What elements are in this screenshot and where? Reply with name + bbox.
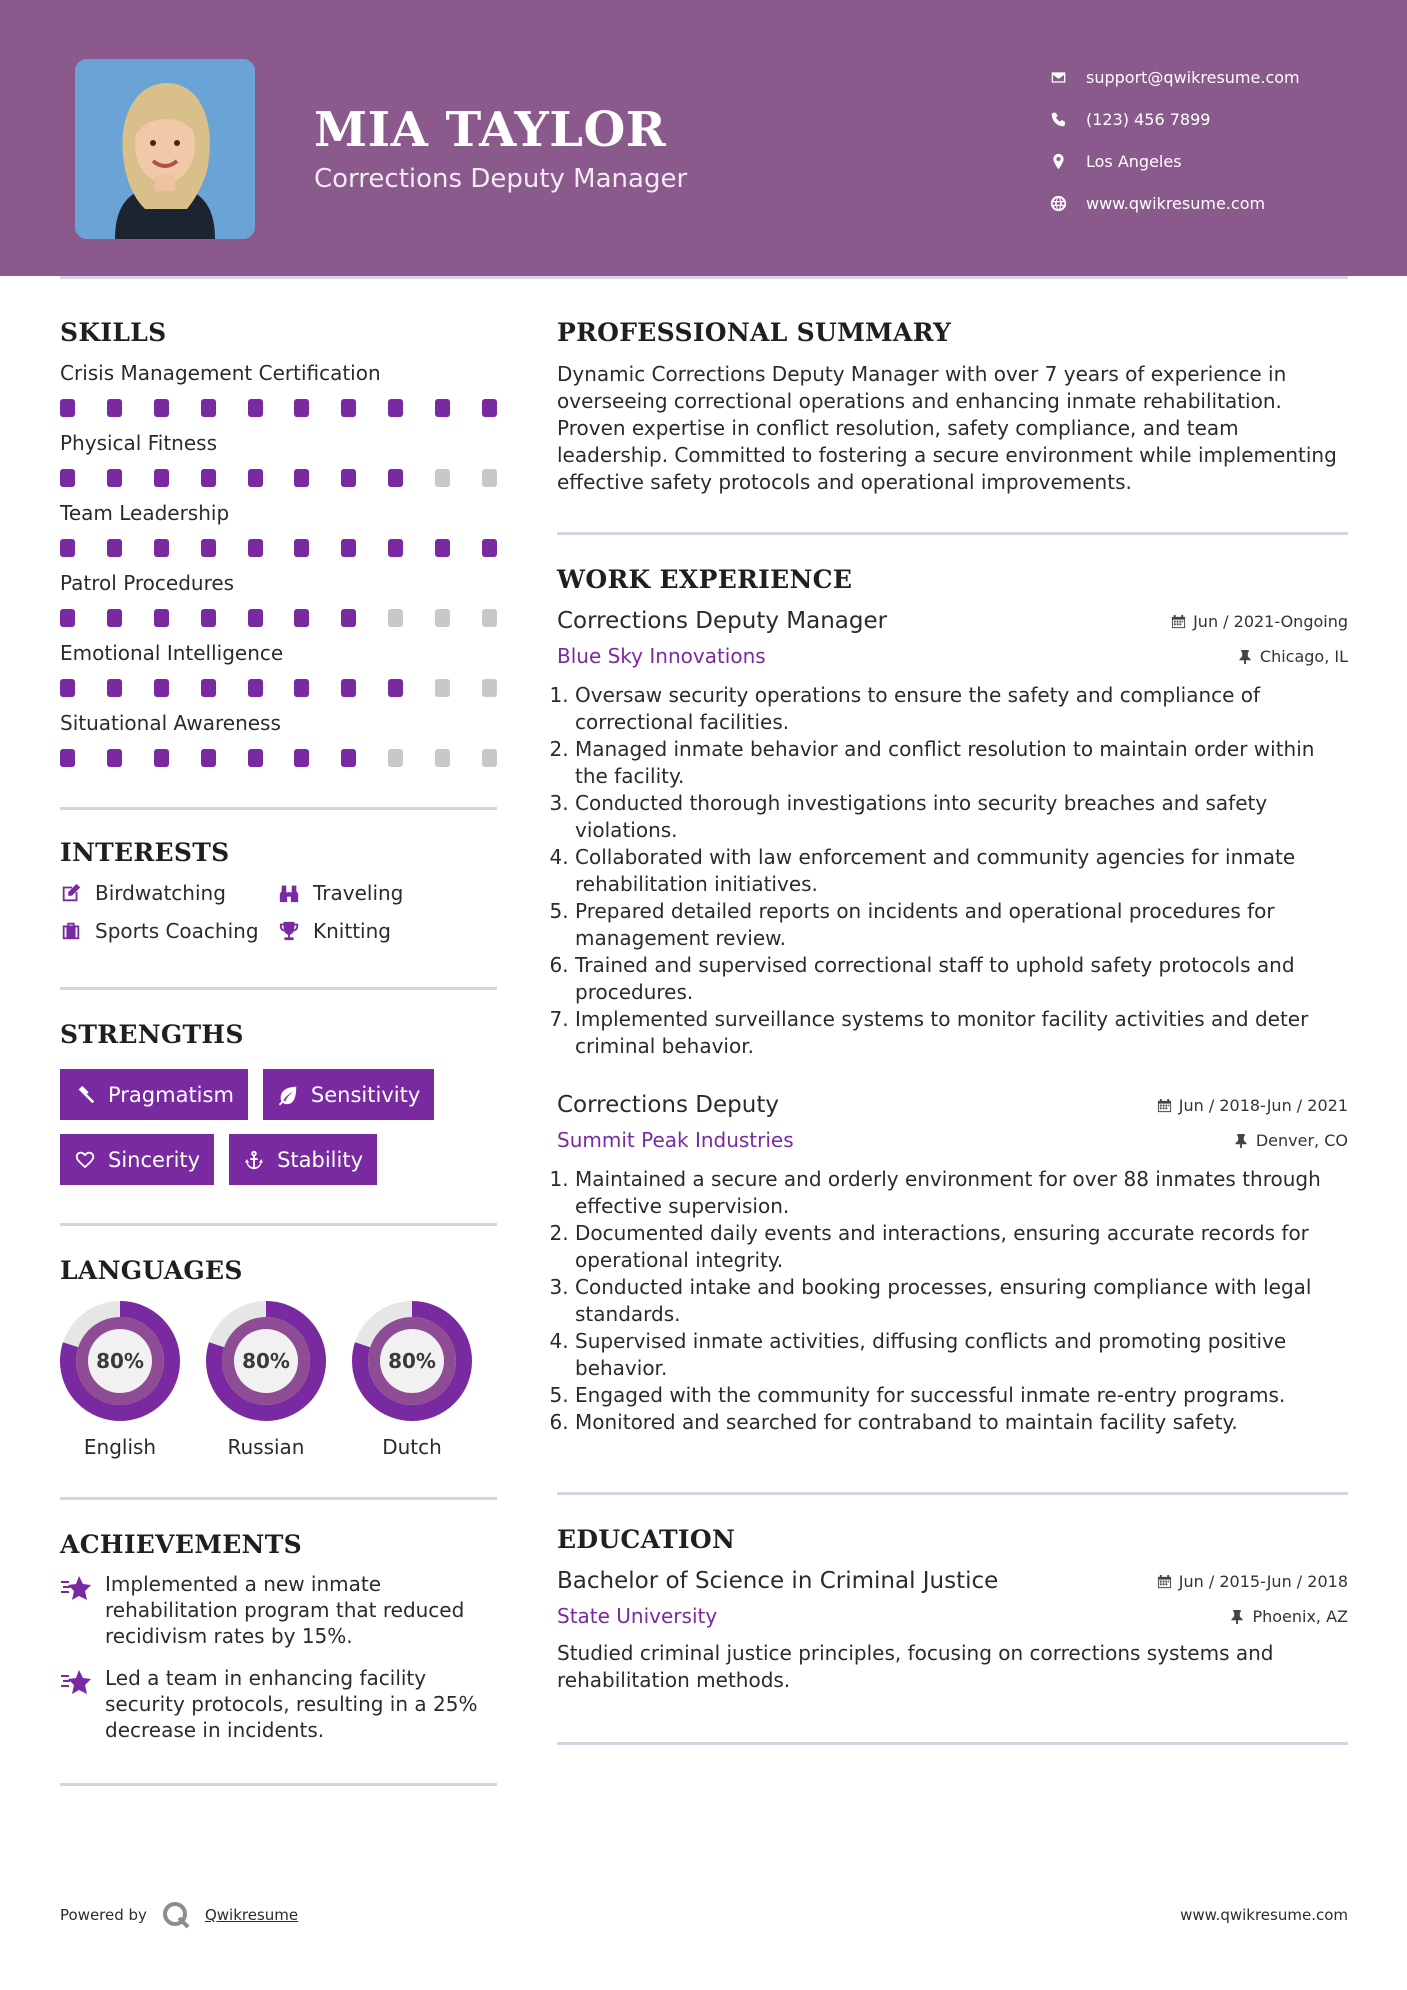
contact-website[interactable] xyxy=(1050,182,1300,224)
job-location xyxy=(1234,1131,1348,1150)
strengths-title: STRENGTHS xyxy=(60,1020,244,1049)
job-bullet: 3. Conducted intake and booking processes, ensuring compliance with legal standards. xyxy=(575,1274,1348,1328)
skill-item xyxy=(60,501,497,557)
skill-dot-empty xyxy=(482,609,497,627)
interests-list xyxy=(60,881,497,943)
language-name: Russian xyxy=(227,1435,305,1459)
languages-section xyxy=(60,1256,497,1459)
skill-item xyxy=(60,431,497,487)
strength-label: Sensitivity xyxy=(310,1082,421,1107)
job-date xyxy=(1157,1096,1348,1115)
skill-dot-filled xyxy=(341,679,356,697)
contact-location-text: Los Angeles xyxy=(1086,151,1182,171)
job-bullet: 4. Supervised inmate activities, diffusing conflicts and promoting positive behavior. xyxy=(575,1328,1348,1382)
skill-item xyxy=(60,571,497,627)
pushpin-icon xyxy=(1238,649,1252,664)
job-bullet-list xyxy=(557,1166,1348,1436)
skill-dot-filled xyxy=(201,469,216,487)
skill-dot-filled xyxy=(435,399,450,417)
section-divider xyxy=(60,987,497,990)
strengths-list xyxy=(60,1069,497,1185)
education-date xyxy=(1157,1572,1348,1591)
company-name: Blue Sky Innovations xyxy=(557,644,766,668)
skill-dot-filled xyxy=(294,609,309,627)
job-date xyxy=(1171,612,1348,631)
skill-dot-filled xyxy=(201,609,216,627)
skill-dot-filled xyxy=(60,539,75,557)
skill-dot-filled xyxy=(107,609,122,627)
company-name: Summit Peak Industries xyxy=(557,1128,794,1152)
skill-dot-empty xyxy=(435,609,450,627)
achievement-text: Implemented a new inmate rehabilitation program that reduced recidivism rates by 15%. xyxy=(105,1572,465,1648)
section-divider xyxy=(60,807,497,810)
achievement-item xyxy=(60,1571,497,1649)
summary-section xyxy=(557,318,1348,496)
skill-dot-filled xyxy=(248,609,263,627)
profile-photo xyxy=(75,59,255,239)
skill-name: Physical Fitness xyxy=(60,431,217,455)
interests-section xyxy=(60,838,497,943)
experience-title: WORK EXPERIENCE xyxy=(557,565,853,594)
job-bullet: 5. Prepared detailed reports on incidents and operational procedures for management review. xyxy=(575,898,1348,952)
languages-title: LANGUAGES xyxy=(60,1256,243,1285)
skill-dot-filled xyxy=(248,469,263,487)
right-column xyxy=(557,318,1348,1745)
interests-title: INTERESTS xyxy=(60,838,230,867)
language-name: English xyxy=(83,1435,157,1459)
skill-dot-empty xyxy=(435,679,450,697)
heart-icon xyxy=(74,1149,96,1171)
skill-dot-filled xyxy=(341,609,356,627)
section-divider xyxy=(557,1492,1348,1495)
trophy-icon xyxy=(278,920,313,942)
strength-badge xyxy=(60,1134,214,1185)
skill-dot-filled xyxy=(107,469,122,487)
education-section xyxy=(557,1525,1348,1694)
contact-website-text: www.qwikresume.com xyxy=(1086,193,1266,213)
skill-dot-empty xyxy=(435,469,450,487)
education-text: Studied criminal justice principles, focusing on corrections systems and rehabilitation methods. xyxy=(557,1641,1274,1692)
skill-dot-filled xyxy=(107,749,122,767)
skill-level-dots xyxy=(60,749,497,767)
skill-level-dots xyxy=(60,469,497,487)
section-divider xyxy=(60,1497,497,1500)
skill-dot-filled xyxy=(341,749,356,767)
language-item xyxy=(206,1301,326,1459)
skill-dot-filled xyxy=(201,679,216,697)
skill-dot-empty xyxy=(388,749,403,767)
job-date-text: Jun / 2021-Ongoing xyxy=(1193,611,1348,631)
contact-email-text: support@qwikresume.com xyxy=(1086,67,1300,87)
job-bullet: 2. Documented daily events and interactions, ensuring accurate records for operational integrity. xyxy=(575,1220,1348,1274)
skill-name: Emotional Intelligence xyxy=(60,641,284,665)
strength-badge xyxy=(229,1134,377,1185)
skill-level-dots xyxy=(60,539,497,557)
job-bullet: 3. Conducted thorough investigations into security breaches and safety violations. xyxy=(575,790,1348,844)
skill-dot-filled xyxy=(294,679,309,697)
summary-text: Dynamic Corrections Deputy Manager with over 7 years of experience in overseeing correctional operations and enhancing inmate rehabilitation. Proven expertise in conflict resolution, safety compliance, and team leadership. Committed to fostering a secure environment while implementing effective safety protocols and operational improvements. xyxy=(557,362,1337,494)
star-icon xyxy=(60,1571,105,1649)
job-bullet: 6. Trained and supervised correctional staff to uphold safety protocols and procedures. xyxy=(575,952,1348,1006)
language-ring xyxy=(60,1301,180,1421)
skill-dot-empty xyxy=(482,749,497,767)
skill-dot-filled xyxy=(60,679,75,697)
education-location xyxy=(1230,1607,1348,1626)
interest-label: Birdwatching xyxy=(95,881,226,905)
skill-name: Team Leadership xyxy=(60,501,230,525)
star-icon xyxy=(60,1665,105,1743)
skill-dot-filled xyxy=(294,749,309,767)
language-percent: 80% xyxy=(242,1349,290,1373)
section-divider xyxy=(60,1783,497,1786)
job-bullet: 2. Managed inmate behavior and conflict resolution to maintain order within the facility. xyxy=(575,736,1348,790)
pushpin-icon xyxy=(1234,1133,1248,1148)
pushpin-icon xyxy=(1230,1609,1244,1624)
skill-item xyxy=(60,361,497,417)
job-title: Corrections Deputy xyxy=(557,1092,779,1118)
skill-name: Crisis Management Certification xyxy=(60,361,381,385)
job-location-text: Denver, CO xyxy=(1255,1130,1348,1150)
section-divider xyxy=(60,1223,497,1226)
envelope-icon xyxy=(1050,69,1086,86)
skill-dot-filled xyxy=(201,749,216,767)
job-bullet: 6. Monitored and searched for contraband to maintain facility safety. xyxy=(575,1409,1348,1436)
strength-badge xyxy=(60,1069,248,1120)
calendar-icon xyxy=(1171,614,1186,629)
skill-dot-filled xyxy=(248,679,263,697)
skill-dot-filled xyxy=(154,679,169,697)
job-bullet-list xyxy=(557,682,1348,1060)
job-entry xyxy=(557,1092,1348,1436)
candidate-name: MIA TAYLOR xyxy=(314,102,667,158)
leaf-icon xyxy=(277,1084,299,1106)
skill-dot-filled xyxy=(341,399,356,417)
skill-dot-filled xyxy=(341,469,356,487)
language-percent: 80% xyxy=(96,1349,144,1373)
job-entry xyxy=(557,608,1348,1060)
contact-phone[interactable] xyxy=(1050,98,1300,140)
summary-title: PROFESSIONAL SUMMARY xyxy=(557,318,952,347)
profile-photo-illustration xyxy=(75,59,255,239)
skill-dot-filled xyxy=(107,679,122,697)
strength-badge xyxy=(263,1069,434,1120)
binoculars-icon xyxy=(278,882,313,904)
candidate-title: Corrections Deputy Manager xyxy=(314,164,688,194)
interest-label: Traveling xyxy=(313,881,404,905)
interest-item xyxy=(60,919,278,943)
skill-dot-filled xyxy=(248,749,263,767)
achievements-section xyxy=(60,1530,497,1743)
experience-section xyxy=(557,565,1348,1436)
language-ring xyxy=(206,1301,326,1421)
job-title: Corrections Deputy Manager xyxy=(557,608,888,634)
skill-dot-filled xyxy=(60,399,75,417)
school-name: State University xyxy=(557,1604,718,1628)
skills-title: SKILLS xyxy=(60,318,167,347)
language-percent: 80% xyxy=(388,1349,436,1373)
qwikresume-logo-icon xyxy=(161,1900,191,1930)
skill-dot-filled xyxy=(201,539,216,557)
skill-dot-filled xyxy=(107,539,122,557)
skill-dot-filled xyxy=(341,539,356,557)
interest-label: Knitting xyxy=(313,919,391,943)
skills-section xyxy=(60,318,497,767)
interest-item xyxy=(278,919,497,943)
skill-dot-empty xyxy=(482,679,497,697)
skill-dot-filled xyxy=(154,469,169,487)
job-date-text: Jun / 2018-Jun / 2021 xyxy=(1178,1095,1348,1115)
skill-dot-filled xyxy=(60,609,75,627)
anchor-icon xyxy=(243,1149,265,1171)
job-bullet: 5. Engaged with the community for successful inmate re-entry programs. xyxy=(575,1382,1348,1409)
skill-dot-filled xyxy=(388,539,403,557)
skill-dot-filled xyxy=(482,399,497,417)
language-name: Dutch xyxy=(382,1435,442,1459)
skill-dot-filled xyxy=(294,539,309,557)
skill-dot-filled xyxy=(60,749,75,767)
language-ring xyxy=(352,1301,472,1421)
footer-url[interactable]: www.qwikresume.com xyxy=(1180,1906,1348,1924)
skill-dot-empty xyxy=(435,749,450,767)
map-marker-icon xyxy=(1050,153,1086,170)
strengths-section xyxy=(60,1020,497,1185)
achievements-title: ACHIEVEMENTS xyxy=(60,1530,302,1559)
edit-icon xyxy=(60,882,95,904)
gavel-icon xyxy=(74,1084,96,1106)
skill-dot-filled xyxy=(154,749,169,767)
skill-dot-filled xyxy=(154,399,169,417)
section-divider xyxy=(557,532,1348,535)
education-date-text: Jun / 2015-Jun / 2018 xyxy=(1178,1571,1348,1591)
skill-dot-filled xyxy=(248,539,263,557)
languages-list xyxy=(60,1301,497,1459)
skill-level-dots xyxy=(60,609,497,627)
job-bullet: 1. Maintained a secure and orderly environment for over 88 inmates through effective supervision. xyxy=(575,1166,1348,1220)
skill-dot-filled xyxy=(435,539,450,557)
powered-by-text: Powered by xyxy=(60,1906,147,1924)
contact-email[interactable] xyxy=(1050,56,1300,98)
interest-label: Sports Coaching xyxy=(95,919,259,943)
job-location-text: Chicago, IL xyxy=(1259,646,1348,666)
globe-icon xyxy=(1050,195,1086,212)
skill-dot-empty xyxy=(388,609,403,627)
brand-link[interactable]: Qwikresume xyxy=(204,1906,299,1924)
achievement-item xyxy=(60,1665,497,1743)
skill-item xyxy=(60,641,497,697)
skill-dot-filled xyxy=(201,399,216,417)
contact-phone-text: (123) 456 7899 xyxy=(1086,109,1211,129)
job-bullet: 4. Collaborated with law enforcement and community agencies for inmate rehabilitation initiatives. xyxy=(575,844,1348,898)
calendar-icon xyxy=(1157,1098,1172,1113)
interest-item xyxy=(278,881,497,905)
language-item xyxy=(60,1301,180,1459)
skill-dot-filled xyxy=(294,469,309,487)
contact-list xyxy=(1050,56,1300,224)
job-location xyxy=(1238,647,1348,666)
education-location-text: Phoenix, AZ xyxy=(1252,1606,1348,1626)
education-title: EDUCATION xyxy=(557,1525,736,1554)
job-bullet: 7. Implemented surveillance systems to monitor facility activities and deter criminal behavior. xyxy=(575,1006,1348,1060)
degree-title: Bachelor of Science in Criminal Justice xyxy=(557,1568,999,1594)
skills-list xyxy=(60,361,497,767)
skill-dot-filled xyxy=(154,539,169,557)
footer-powered-by xyxy=(60,1900,298,1930)
strength-label: Pragmatism xyxy=(108,1082,234,1107)
skill-dot-filled xyxy=(60,469,75,487)
skill-dot-filled xyxy=(388,679,403,697)
skill-name: Situational Awareness xyxy=(60,711,281,735)
skill-item xyxy=(60,711,497,767)
language-item xyxy=(352,1301,472,1459)
header-divider xyxy=(60,276,1348,279)
briefcase-icon xyxy=(60,920,95,942)
left-column xyxy=(60,318,497,1786)
strength-label: Stability xyxy=(277,1147,364,1172)
skill-dot-filled xyxy=(482,539,497,557)
job-bullet: 1. Oversaw security operations to ensure the safety and compliance of correctional facilities. xyxy=(575,682,1348,736)
skill-name: Patrol Procedures xyxy=(60,571,235,595)
achievement-text: Led a team in enhancing facility security protocols, resulting in a 25% decrease in incidents. xyxy=(105,1666,478,1742)
skill-level-dots xyxy=(60,399,497,417)
section-divider xyxy=(557,1742,1348,1745)
header-banner xyxy=(0,0,1407,276)
skill-dot-filled xyxy=(294,399,309,417)
skill-dot-empty xyxy=(482,469,497,487)
contact-location xyxy=(1050,140,1300,182)
skill-dot-filled xyxy=(388,399,403,417)
skill-level-dots xyxy=(60,679,497,697)
skill-dot-filled xyxy=(248,399,263,417)
skill-dot-filled xyxy=(154,609,169,627)
calendar-icon xyxy=(1157,1574,1172,1589)
strength-label: Sincerity xyxy=(108,1147,201,1172)
phone-icon xyxy=(1050,111,1086,128)
skill-dot-filled xyxy=(388,469,403,487)
skill-dot-filled xyxy=(107,399,122,417)
interest-item xyxy=(60,881,278,905)
